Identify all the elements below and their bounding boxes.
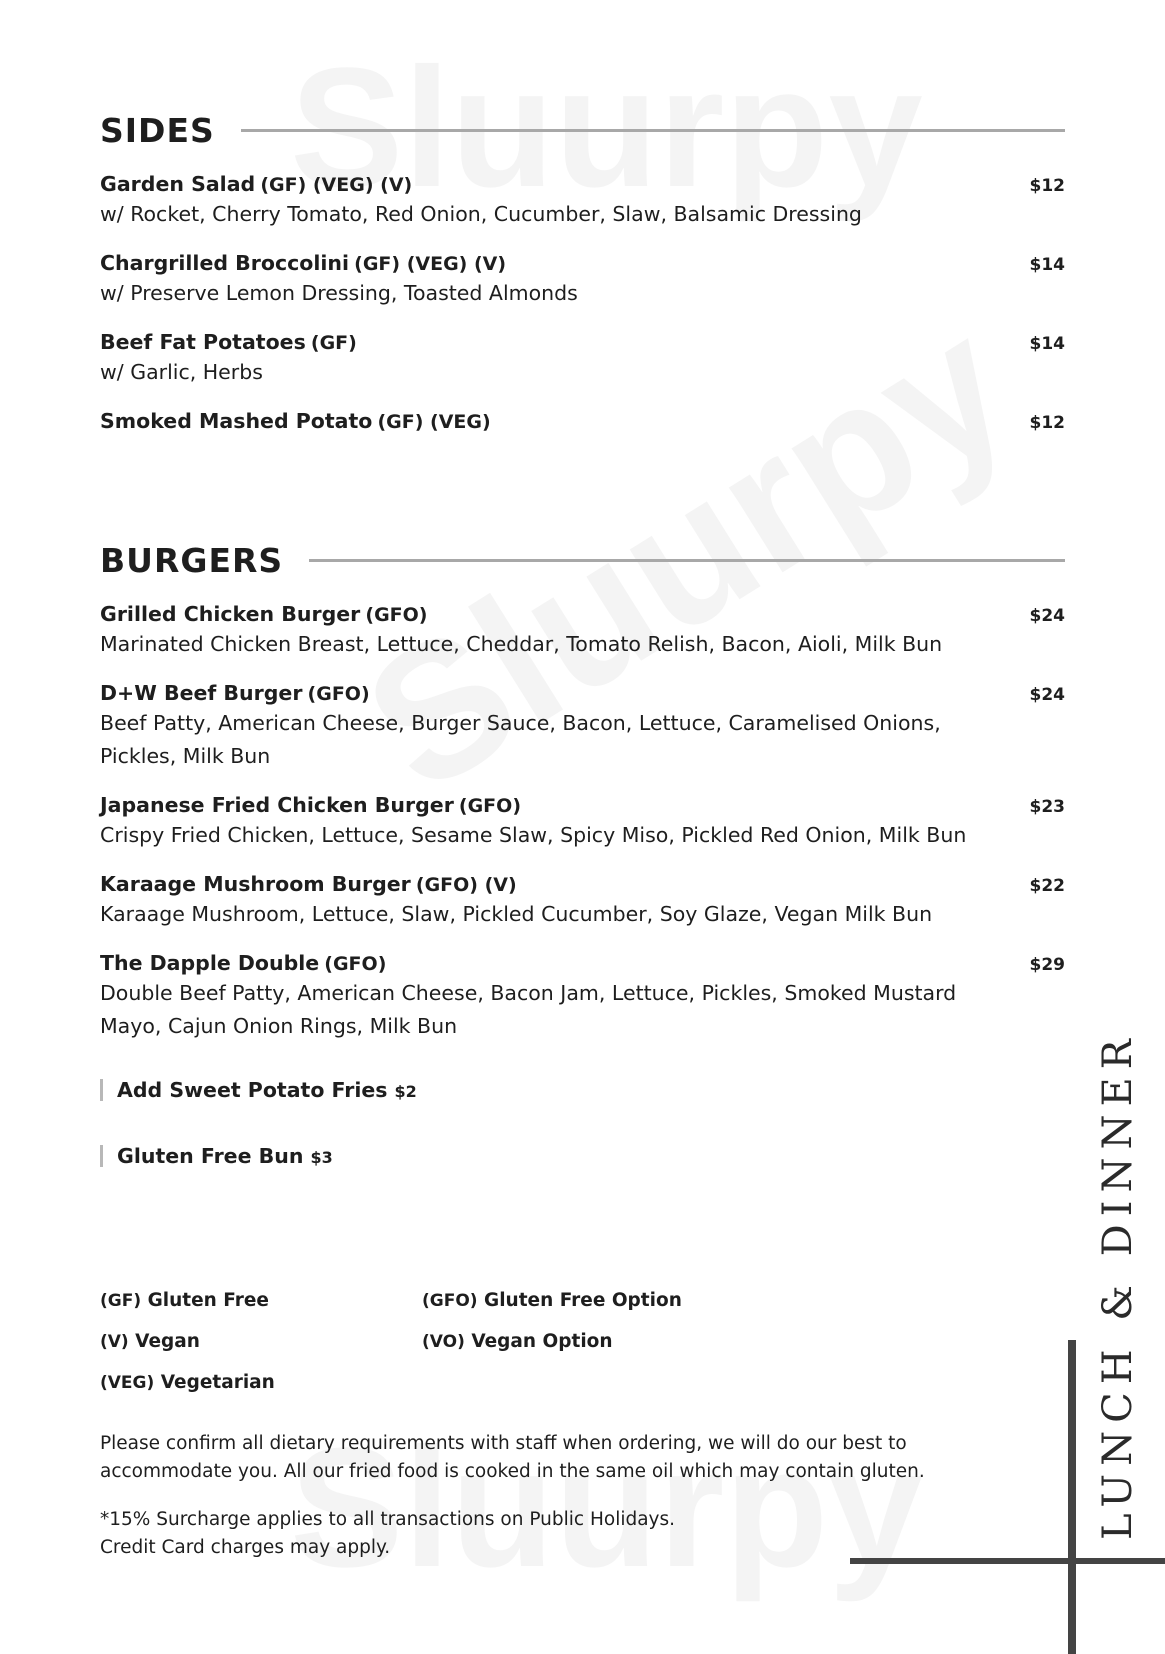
- item-price: $29: [1029, 955, 1065, 975]
- legend-item: (GF) Gluten Free: [100, 1290, 269, 1311]
- menu-item: [100, 602, 1065, 661]
- section-rule: [241, 129, 1065, 132]
- item-row: [100, 602, 1065, 626]
- legend-item: (V) Vegan: [100, 1331, 200, 1352]
- section-title: SIDES: [100, 110, 215, 150]
- item-row: [100, 330, 1065, 354]
- item-description: Double Beef Patty, American Cheese, Bacon Jam, Lettuce, Pickles, Smoked Mustard Mayo, Cajun Onion Rings, Milk Bun: [100, 981, 957, 1038]
- item-name: Beef Fat Potatoes: [100, 330, 306, 354]
- card-charge-line: Credit Card charges may apply.: [100, 1537, 391, 1558]
- item-price: $24: [1029, 685, 1065, 705]
- add-on-item: [100, 1079, 1065, 1101]
- item-price: $22: [1029, 876, 1065, 896]
- menu-item: [100, 872, 1065, 931]
- add-on-price: $2: [394, 1082, 417, 1101]
- add-on-item: [100, 1145, 1065, 1167]
- surcharge-note: [100, 1506, 980, 1562]
- section-rule: [309, 559, 1065, 562]
- item-description: Crispy Fried Chicken, Lettuce, Sesame Slaw, Spicy Miso, Pickled Red Onion, Milk Bun: [100, 823, 967, 847]
- sides-section: [100, 100, 1065, 433]
- dietary-note: Please confirm all dietary requirements with staff when ordering, we will do our best to accommodate you. All our fried food is cooked in the same oil which may contain gluten.: [100, 1433, 925, 1482]
- item-tags: (GF) (VEG) (V): [260, 174, 413, 196]
- item-tags: (GFO): [324, 953, 387, 975]
- item-heading: [100, 172, 412, 196]
- item-description: Beef Patty, American Cheese, Burger Sauce, Bacon, Lettuce, Caramelised Onions, Pickles, Milk Bun: [100, 711, 941, 768]
- item-tags: (GFO): [458, 795, 521, 817]
- item-tags: (GF) (VEG) (V): [354, 253, 507, 275]
- item-row: [100, 251, 1065, 275]
- menu-item: [100, 409, 1065, 433]
- item-price: $24: [1029, 606, 1065, 626]
- item-row: [100, 172, 1065, 196]
- item-tags: (GF) (VEG): [377, 411, 491, 433]
- add-on-price: $3: [310, 1148, 333, 1167]
- item-row: [100, 681, 1065, 705]
- item-heading: [100, 251, 506, 275]
- menu-item: [100, 951, 1065, 1043]
- item-heading: [100, 409, 491, 433]
- decor-vertical-bar: [1068, 1340, 1076, 1654]
- item-price: $14: [1029, 334, 1065, 354]
- item-price: $12: [1029, 176, 1065, 196]
- legend-item: (GFO) Gluten Free Option: [422, 1290, 682, 1311]
- menu-item: [100, 251, 1065, 310]
- burgers-header: [100, 530, 1065, 590]
- add-on-name: Add Sweet Potato Fries: [117, 1078, 388, 1102]
- item-heading: [100, 951, 386, 975]
- legend-item: (VEG) Vegetarian: [100, 1372, 275, 1393]
- item-tags: (GFO): [365, 604, 428, 626]
- menu-item: [100, 793, 1065, 852]
- lunch-dinner-label: LUNCH & DINNER: [1095, 1031, 1141, 1540]
- item-description: Marinated Chicken Breast, Lettuce, Cheddar, Tomato Relish, Bacon, Aioli, Milk Bun: [100, 632, 943, 656]
- item-tags: (GFO): [307, 683, 370, 705]
- item-row: [100, 951, 1065, 975]
- surcharge-line: *15% Surcharge applies to all transactions on Public Holidays.: [100, 1509, 676, 1530]
- section-title: BURGERS: [100, 540, 284, 580]
- item-name: Smoked Mashed Potato: [100, 409, 373, 433]
- burgers-section: [100, 530, 1065, 1167]
- item-price: $14: [1029, 255, 1065, 275]
- item-description: w/ Preserve Lemon Dressing, Toasted Almonds: [100, 281, 578, 305]
- decor-horizontal-bar: [850, 1558, 1165, 1564]
- item-name: Chargrilled Broccolini: [100, 251, 350, 275]
- item-name: Japanese Fried Chicken Burger: [100, 793, 454, 817]
- item-name: D+W Beef Burger: [100, 681, 303, 705]
- add-on-name: Gluten Free Bun: [117, 1144, 304, 1168]
- item-row: [100, 872, 1065, 896]
- item-row: [100, 793, 1065, 817]
- legend-item: (VO) Vegan Option: [422, 1331, 613, 1352]
- sides-header: [100, 100, 1065, 160]
- item-name: Karaage Mushroom Burger: [100, 872, 411, 896]
- item-row: [100, 409, 1065, 433]
- item-description: w/ Rocket, Cherry Tomato, Red Onion, Cucumber, Slaw, Balsamic Dressing: [100, 202, 862, 226]
- item-description: Karaage Mushroom, Lettuce, Slaw, Pickled Cucumber, Soy Glaze, Vegan Milk Bun: [100, 902, 933, 926]
- item-heading: [100, 793, 521, 817]
- item-heading: [100, 330, 357, 354]
- item-price: $23: [1029, 797, 1065, 817]
- item-name: Grilled Chicken Burger: [100, 602, 361, 626]
- item-name: Garden Salad: [100, 172, 256, 196]
- item-price: $12: [1029, 413, 1065, 433]
- item-name: The Dapple Double: [100, 951, 320, 975]
- item-description: w/ Garlic, Herbs: [100, 360, 263, 384]
- menu-item: [100, 330, 1065, 389]
- item-tags: (GFO) (V): [415, 874, 517, 896]
- item-heading: [100, 872, 517, 896]
- item-tags: (GF): [310, 332, 357, 354]
- menu-item: [100, 172, 1065, 231]
- item-heading: [100, 681, 370, 705]
- menu-item: [100, 681, 1065, 773]
- item-heading: [100, 602, 427, 626]
